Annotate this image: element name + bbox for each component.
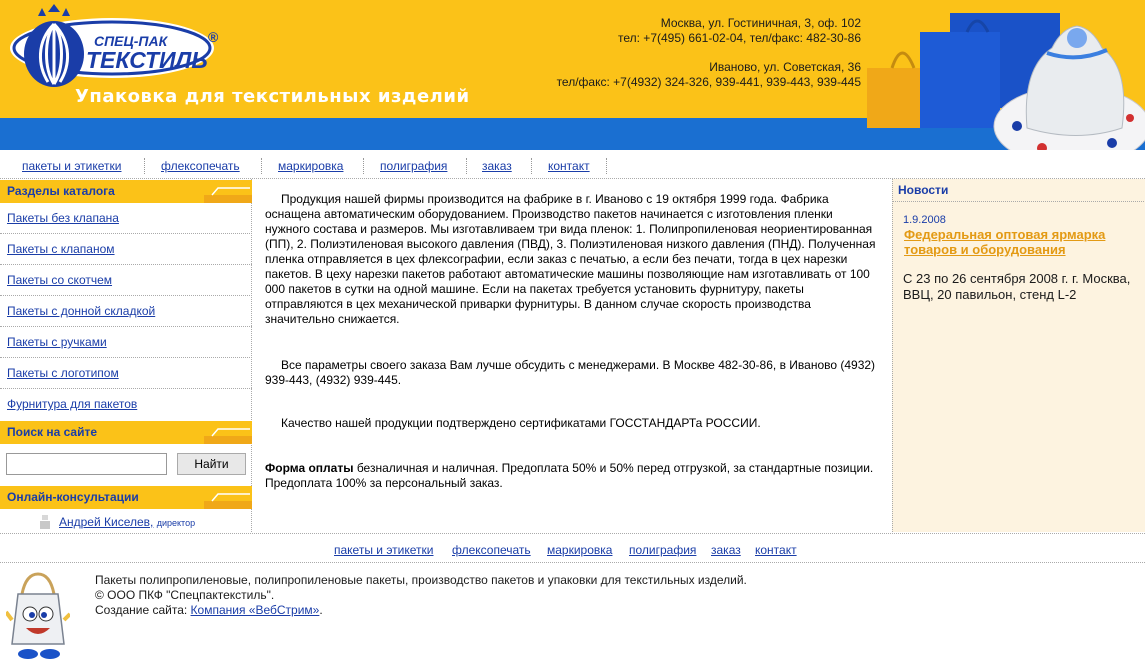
bottom-nav <box>0 540 1145 560</box>
top-nav-packets[interactable]: пакеты и этикетки <box>22 159 122 173</box>
catalog-item[interactable] <box>0 389 252 420</box>
moscow-address: Москва, ул. Гостиничная, 3, оф. 102 <box>660 16 861 30</box>
top-nav-separator <box>531 158 532 174</box>
footer-credits-suffix: . <box>319 603 323 617</box>
site-header <box>0 0 1145 150</box>
catalog-link[interactable]: Пакеты с донной складкой <box>7 304 156 318</box>
catalog-title: Разделы каталога <box>7 184 115 198</box>
search-title: Поиск на сайте <box>7 425 98 439</box>
news-date: 1.9.2008 <box>903 214 946 226</box>
top-nav-flexo[interactable]: флексопечать <box>161 159 240 173</box>
catalog-link[interactable]: Пакеты с ручками <box>7 335 107 349</box>
main-paragraph: Продукция нашей фирмы производится на фабрике в г. Иваново с 19 октября 1999 года. Фабрика оснащена автоматическим оборудованием. Производство пакетов начинается с изготовления пленки нужного состава и размеров. Мы изготавливаем три вида пленок: 1. Полипропиленовая неориентированная (ПП), 2. Полиэтиленовая высокого давления (ПВД), 3. Полиэтиленовая низкого давления (ПНД). Полученная пленка отправляется в цех флексографии, если заказ с печатью, а если без печати, тогда в цех нарезки пакетов. В цеху нарезки пакетов работают автоматические машины позволяющие нам изготавливать от 100 000 пакетов в сутки на одной машине. Если на пакетах требуется установить фурнитуру, пакеты отправляются в цех механической приварки фурнитуры. В данном случае скорость производства значительно снижается. <box>265 192 876 326</box>
catalog-link[interactable]: Пакеты с логотипом <box>7 366 119 380</box>
moscow-contacts <box>618 16 861 46</box>
bottom-nav-marking[interactable]: маркировка <box>547 543 613 557</box>
main-content <box>253 179 891 532</box>
catalog-header <box>0 180 252 203</box>
consult-header <box>0 486 252 509</box>
catalog-link[interactable]: Пакеты с клапаном <box>7 242 115 256</box>
main-paragraph: Качество нашей продукции подтверждено сертификатами ГОССТАНДАРТа РОССИИ. <box>281 416 761 430</box>
catalog-item[interactable] <box>0 358 252 389</box>
bottom-nav-order[interactable]: заказ <box>711 543 741 557</box>
news-headline-link[interactable]: Федеральная оптовая ярмарка товаров и оборудования <box>904 227 1106 257</box>
consultant[interactable] <box>59 515 195 529</box>
logo-line2: ТЕКСТИЛЬ <box>86 47 208 73</box>
footer-copyright: © ООО ПКФ "Спецпактекстиль". <box>95 588 275 602</box>
catalog-link[interactable]: Фурнитура для пакетов <box>7 397 138 411</box>
news-sidebar <box>892 179 1145 532</box>
catalog-item[interactable] <box>0 265 252 296</box>
logo-line1: СПЕЦ-ПАК <box>94 33 168 49</box>
logo[interactable] <box>8 4 228 92</box>
top-nav-order[interactable]: заказ <box>482 159 512 173</box>
catalog-link[interactable]: Пакеты без клапана <box>7 211 119 225</box>
header-bags-illustration <box>862 8 1145 150</box>
footer-credits <box>95 603 747 618</box>
payment-paragraph <box>265 461 877 491</box>
news-header: Новости <box>893 179 1145 202</box>
top-nav <box>0 156 1145 178</box>
search-button[interactable]: Найти <box>177 453 246 475</box>
tagline: Упаковка для текстильных изделий <box>75 86 470 107</box>
top-nav-marking[interactable]: маркировка <box>278 159 344 173</box>
catalog-item[interactable] <box>0 203 252 234</box>
top-nav-printing[interactable]: полиграфия <box>380 159 448 173</box>
payment-label: Форма оплаты <box>265 461 354 475</box>
bottom-nav-packets[interactable]: пакеты и этикетки <box>334 543 434 557</box>
header-decoration-icon <box>204 421 252 444</box>
bag-mascot-icon <box>6 570 70 662</box>
consultant-name[interactable]: Андрей Киселев, <box>59 515 154 529</box>
consult-title: Онлайн-консультации <box>7 490 139 504</box>
search-header <box>0 421 252 444</box>
catalog-item[interactable] <box>0 296 252 327</box>
ivanovo-contacts <box>557 60 861 90</box>
top-nav-contact[interactable]: контакт <box>548 159 590 173</box>
catalog-item[interactable] <box>0 234 252 265</box>
top-nav-separator <box>144 158 145 174</box>
top-nav-separator <box>363 158 364 174</box>
bottom-nav-flexo[interactable]: флексопечать <box>452 543 531 557</box>
footer-description: Пакеты полипропиленовые, полипропиленовые пакеты, производство пакетов и упаковки для текстильных изделий. <box>95 573 747 587</box>
ivanovo-phone: тел/факс: +7(4932) 324-326, 939-441, 939-443, 939-445 <box>556 75 861 89</box>
top-nav-separator <box>466 158 467 174</box>
header-decoration-icon <box>204 486 252 509</box>
bottom-nav-printing[interactable]: полиграфия <box>629 543 697 557</box>
footer <box>95 573 747 618</box>
divider <box>0 533 1145 534</box>
main-paragraph: Все параметры своего заказа Вам лучше обсудить с менеджерами. В Москве 482-30-86, в Иваново (4932) 939-443, (4932) 939-445. <box>265 358 876 387</box>
ivanovo-address: Иваново, ул. Советская, 36 <box>709 60 861 74</box>
moscow-phone: тел: +7(495) 661-02-04, тел/факс: 482-30-86 <box>618 31 861 45</box>
top-nav-separator <box>261 158 262 174</box>
footer-credits-prefix: Создание сайта: <box>95 603 191 617</box>
catalog-item[interactable] <box>0 327 252 358</box>
consultant-role: директор <box>156 518 196 528</box>
logo-registered: ® <box>208 29 219 45</box>
search-input[interactable] <box>6 453 167 475</box>
bottom-nav-contact[interactable]: контакт <box>755 543 797 557</box>
consultant-status-icon <box>40 515 50 529</box>
divider <box>0 562 1145 563</box>
header-decoration-icon <box>204 180 252 203</box>
catalog-link[interactable]: Пакеты со скотчем <box>7 273 113 287</box>
developer-link[interactable]: Компания «ВебСтрим» <box>190 603 320 617</box>
news-text: С 23 по 26 сентября 2008 г. г. Москва, ВВЦ, 20 павильон, стенд L-2 <box>903 271 1131 302</box>
left-sidebar <box>0 179 252 532</box>
payment-text: безналичная и наличная. Предоплата 50% и 50% перед отгрузкой, за стандартные позиции. Предоплата 100% за персональный заказ. <box>265 461 874 490</box>
top-nav-separator <box>606 158 607 174</box>
